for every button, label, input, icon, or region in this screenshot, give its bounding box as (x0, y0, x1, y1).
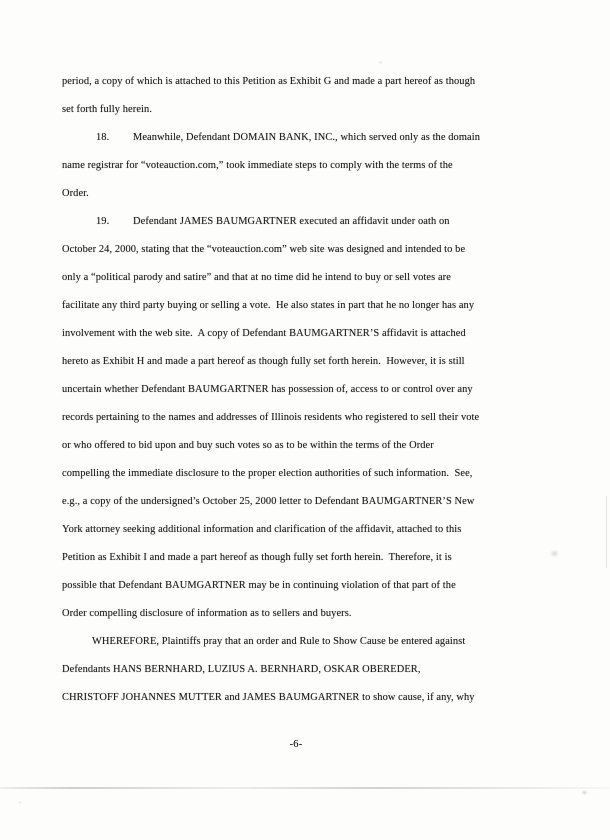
scan-speck (580, 789, 589, 796)
text-line: hereto as Exhibit H and made a part hereof as though fully set forth herein. However, it is still (62, 356, 465, 367)
scan-speck (17, 800, 23, 805)
text-line (62, 208, 602, 236)
text-line: Order. (62, 188, 89, 199)
text-line: compelling the immediate disclosure to the proper election authorities of such information. See, (62, 468, 473, 479)
scan-artifact-line (0, 787, 610, 789)
text-line: name registrar for “voteauction.com,” took immediate steps to comply with the terms of the (62, 160, 453, 171)
text-line: e.g., a copy of the undersigned’s October 25, 2000 letter to Defendant BAUMGARTNER’S New (62, 496, 475, 507)
text-line: records pertaining to the names and addresses of Illinois residents who registered to sell their vote (62, 412, 480, 423)
text-line: possible that Defendant BAUMGARTNER may be in continuing violation of that part of the (62, 580, 456, 591)
text-line: WHEREFORE, Plaintiffs pray that an order and Rule to Show Cause be entered against (92, 636, 466, 647)
paragraph-number: 19. (96, 216, 110, 227)
text-line (62, 124, 602, 152)
scan-speck (377, 60, 384, 65)
text-line: Defendants HANS BERNHARD, LUZIUS A. BERNHARD, OSKAR OBEREDER, (62, 664, 421, 675)
text-line: October 24, 2000, stating that the “voteauction.com” web site was designed and intended to be (62, 244, 466, 255)
text-line-content: Defendant JAMES BAUMGARTNER executed an affidavit under oath on (133, 216, 450, 227)
scan-speck (548, 548, 561, 559)
paragraph-number: 18. (96, 132, 110, 143)
text-line: period, a copy of which is attached to this Petition as Exhibit G and made a part hereof as though (62, 76, 476, 87)
text-line: Petition as Exhibit I and made a part hereof as though fully set forth herein. Therefore, it is (62, 552, 452, 563)
text-line: Order compelling disclosure of information as to sellers and buyers. (62, 608, 352, 619)
text-line: York attorney seeking additional information and clarification of the affidavit, attached to this (62, 524, 462, 535)
text-line: involvement with the web site. A copy of Defendant BAUMGARTNER’S affidavit is attached (62, 328, 466, 339)
text-line: CHRISTOFF JOHANNES MUTTER and JAMES BAUMGARTNER to show cause, if any, why (62, 692, 475, 703)
document-text (62, 68, 602, 712)
text-line: set forth fully herein. (62, 104, 153, 115)
text-line: only a “political parody and satire” and that at no time did he intend to buy or sell votes are (62, 272, 451, 283)
scan-edge-mark (606, 496, 607, 568)
text-line: or who offered to bid upon and buy such votes so as to be within the terms of the Order (62, 440, 434, 451)
text-line: facilitate any third party buying or selling a vote. He also states in part that he no longer has any (62, 300, 475, 311)
text-line: uncertain whether Defendant BAUMGARTNER has possession of, access to or control over any (62, 384, 473, 395)
text-line-content: Meanwhile, Defendant DOMAIN BANK, INC., which served only as the domain (133, 132, 481, 143)
page-number: -6- (289, 739, 303, 750)
